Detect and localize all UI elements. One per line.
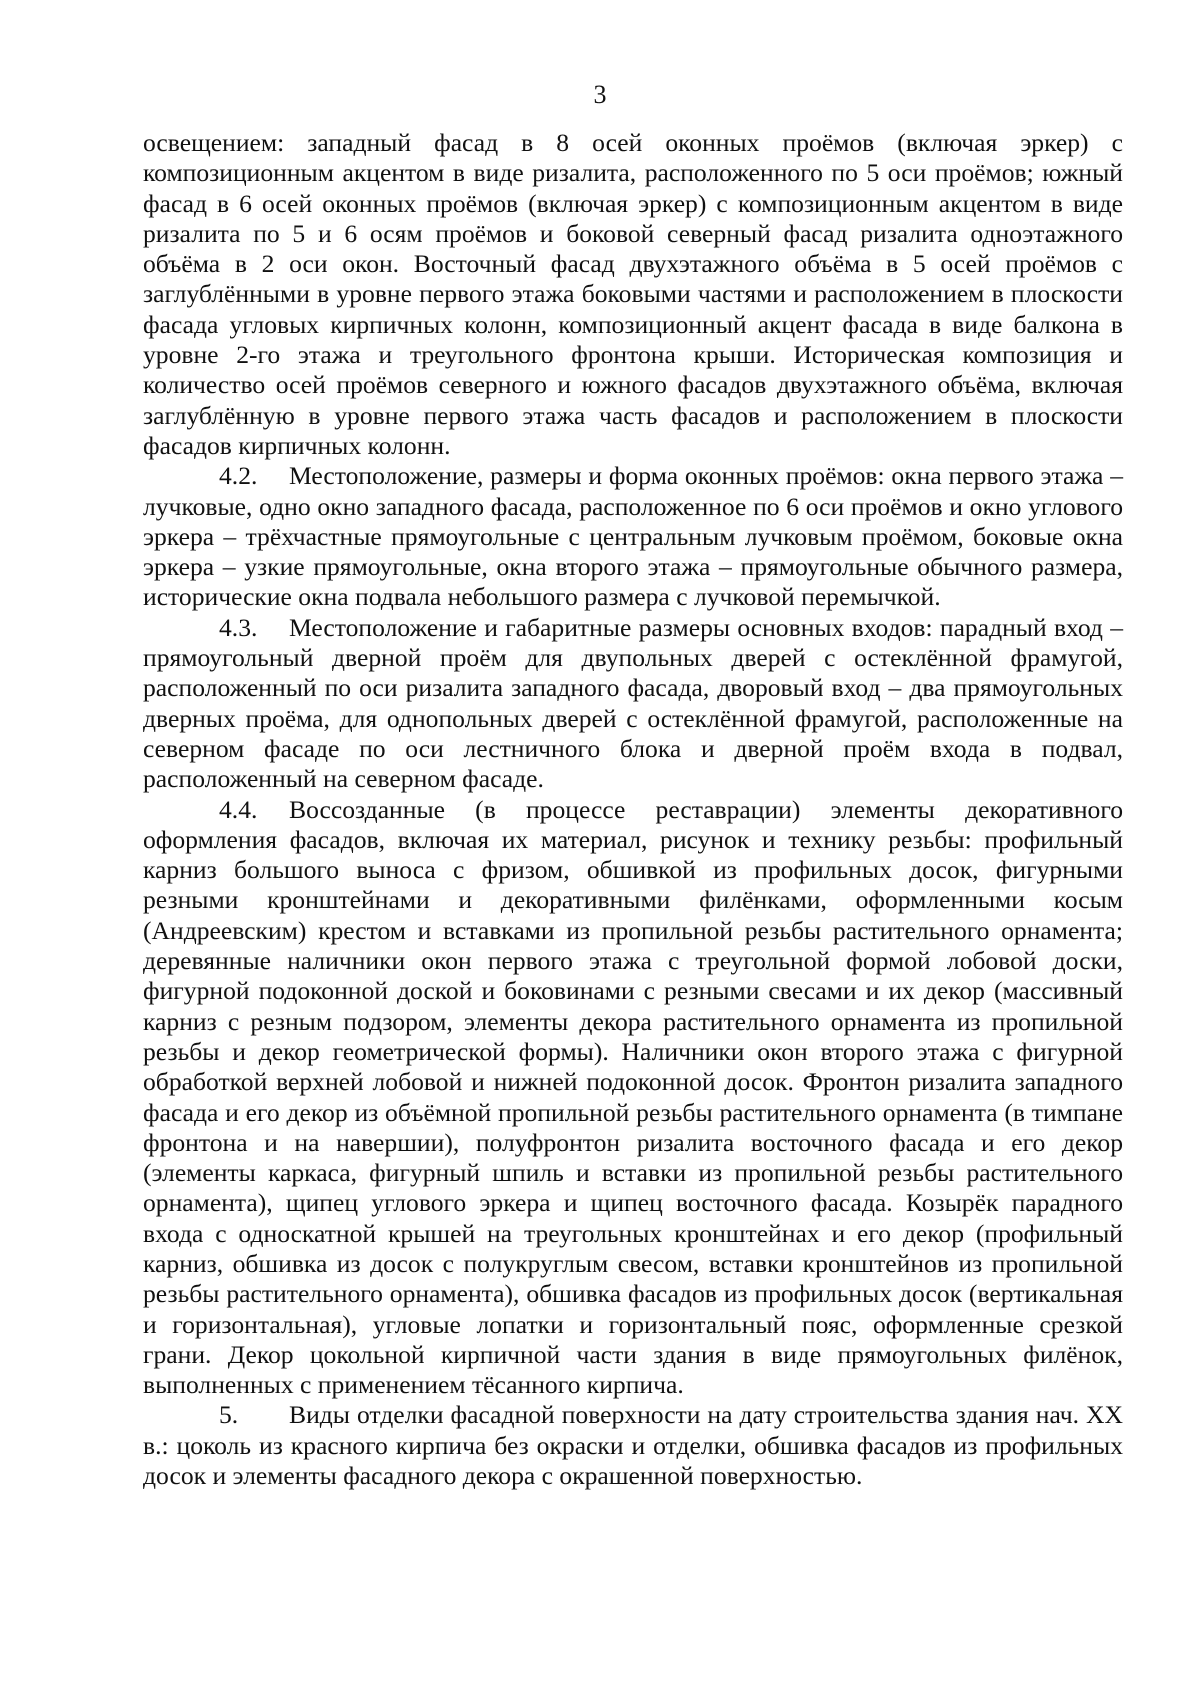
page-number: 3: [593, 80, 607, 109]
document-body: [143, 128, 1123, 1491]
paragraph-4-2: [143, 461, 1123, 612]
paragraph-4-3: [143, 613, 1123, 795]
paragraph-number: 4.2.: [219, 461, 258, 491]
paragraph-number: 4.4.: [219, 794, 258, 824]
paragraph-text: Воссозданные (в процессе реставрации) элементы декоративного оформления фасадов, включая их материал, рисунок и технику резьбы: профильный карниз большого выноса с фризом, обшивкой из профильных досок, фигурными резными кронштейнами и декоративными филёнками, оформленными косым (Андреевским) крестом и вставками из пропильной резьбы растительного орнамента; деревянные наличники окон первого этажа с треугольной формой лобовой доски, фигурной подоконной доской и боковинами с резными свесами и их декор (массивный карниз с резным подзором, элементы декора растительного орнамента из пропильной резьбы и декор геометрической формы). Наличники окон второго этажа с фигурной обработкой верхней лобовой и нижней подоконной досок. Фронтон ризалита западного фасада и его декор из объёмной пропильной резьбы растительного орнамента (в тимпане фронтона и на навершии), полуфронтон ризалита восточного фасада и его декор (элементы каркаса, фигурный шпиль и вставки из пропильной резьбы растительного орнамента), щипец углового эркера и щипец восточного фасада. Козырёк парадного входа с односкатной крышей на треугольных кронштейнах и его декор (профильный карниз, обшивка из досок с полукруглым свесом, вставки кронштейнов из пропильной резьбы растительного орнамента), обшивка фасадов из профильных досок (вертикальная и горизонтальная), угловые лопатки и горизонтальный пояс, оформленные срезкой грани. Декор цокольной кирпичной части здания в виде прямоугольных филёнок, выполненных с применением тёсанного кирпича.: [143, 794, 1123, 1400]
paragraph-number: 5.: [219, 1400, 239, 1430]
paragraph-continuation: [143, 128, 1123, 461]
paragraph-5: [143, 1400, 1123, 1491]
paragraph-number: 4.3.: [219, 612, 258, 642]
paragraph-text: Виды отделки фасадной поверхности на дату строительства здания нач. XX в.: цоколь из красного кирпича без окраски и отделки, обшивка фасадов из профильных досок и элементы фасадного декора с окрашенной поверхностью.: [143, 1400, 1123, 1491]
paragraph-text: Местоположение и габаритные размеры основных входов: парадный вход – прямоугольный дверной проём для двупольных дверей с остеклённой фрамугой, расположенный по оси ризалита западного фасада, дворовый вход – два прямоугольных дверных проёма, для однопольных дверей с остеклённой фрамугой, расположенные на северном фасаде по оси лестничного блока и дверной проём входа в подвал, расположенный на северном фасаде.: [143, 612, 1123, 794]
paragraph-text: освещением: западный фасад в 8 осей оконных проёмов (включая эркер) с композиционным акцентом в виде ризалита, расположенного по 5 оси проёмов; южный фасад в 6 осей оконных проёмов (включая эркер) с композиционным акцентом в виде ризалита по 5 и 6 осям проёмов и боковой северный фасад ризалита одноэтажного объёма в 2 оси окон. Восточный фасад двухэтажного объёма в 5 осей проёмов с заглублёнными в уровне первого этажа боковыми частями и расположением в плоскости фасада угловых кирпичных колонн, композиционный акцент фасада в виде балкона в уровне 2-го этажа и треугольного фронтона крыши. Историческая композиция и количество осей проёмов северного и южного фасадов двухэтажного объёма, включая заглублённую в уровне первого этажа часть фасадов и расположением в плоскости фасадов кирпичных колонн.: [143, 128, 1123, 460]
paragraph-4-4: [143, 795, 1123, 1401]
paragraph-text: Местоположение, размеры и форма оконных проёмов: окна первого этажа – лучковые, одно окно западного фасада, расположенное по 6 оси проёмов и окно углового эркера – трёхчастные прямоугольные с центральным лучковым проёмом, боковые окна эркера – узкие прямоугольные, окна второго этажа – прямоугольные обычного размера, исторические окна подвала небольшого размера с лучковой перемычкой.: [143, 461, 1123, 612]
